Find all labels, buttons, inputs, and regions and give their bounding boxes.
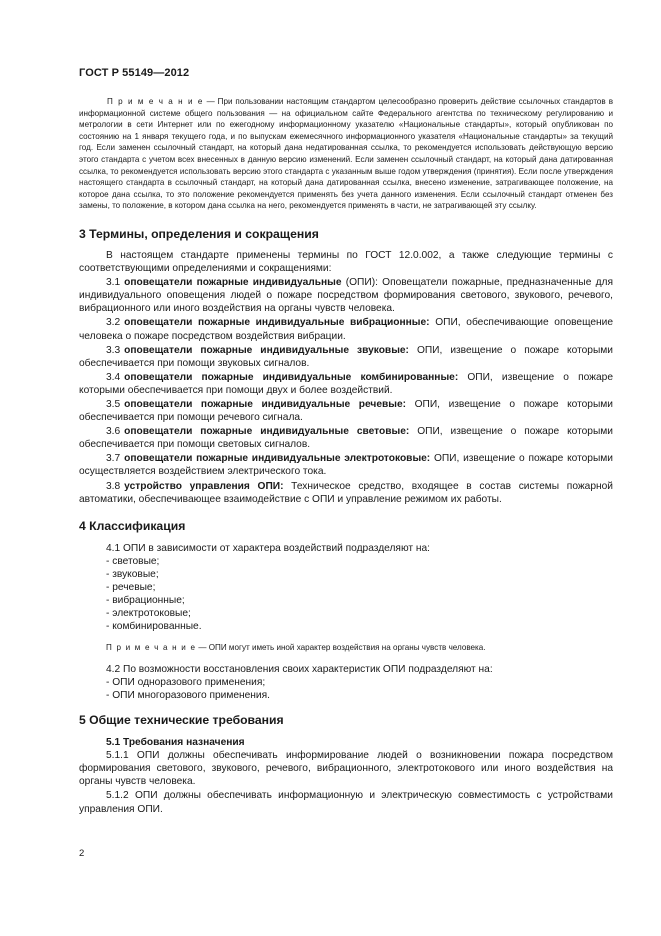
term-definition	[79, 425, 613, 451]
term-name: устройство управления ОПИ:	[124, 480, 284, 492]
term-number: 3.8	[106, 480, 121, 492]
term-definition	[79, 398, 613, 424]
list-item: - звуковые;	[106, 568, 159, 580]
term-text: ОПИ, извещение о пожаре которыми осуществляется воздействием электрического тока.	[79, 453, 613, 478]
list-item: - ОПИ одноразового применения;	[106, 676, 266, 688]
terms-list	[79, 276, 613, 506]
subsection-5-1-heading: 5.1 Требования назначения	[106, 737, 245, 749]
term-number: 3.2	[106, 317, 121, 329]
section-4-heading: 4 Классификация	[79, 518, 186, 533]
list-item: - вибрационные;	[106, 595, 185, 607]
term-definition	[79, 452, 613, 478]
term-text: (ОПИ): Оповещатели пожарные, предназначенные для индивидуального оповещения людей о пожаре посредством формирования светового, звукового, речевого, вибрационного или иного воздействия на органы чувств человека.	[79, 277, 613, 315]
term-name: оповещатели пожарные индивидуальные речевые:	[124, 398, 407, 410]
term-definition	[79, 276, 613, 315]
term-text: Техническое средство, входящее в состав системы пожарной автоматики, обеспечивающее взаимодействие с ОПИ и управление режимом их работы.	[79, 480, 613, 505]
term-name: оповещатели пожарные индивидуальные	[124, 277, 342, 289]
document-header: ГОСТ Р 55149—2012	[79, 67, 190, 79]
reuse-list	[79, 676, 613, 702]
list-item: - ОПИ многоразового применения.	[106, 690, 270, 702]
term-definition	[79, 480, 613, 506]
note-text: — При пользовании настоящим стандартом целесообразно проверить действие ссылочных стандартов в информационной системе общего пользования — на официальном сайте Федерального агентства по техническому регулированию и метрологии в сети Интернет или по ежегодному информационному указателю «Национальные стандарты», который опубликован по состоянию на 1 января текущего года, и по выпускам ежемесячного информационного указателя «Национальные стандарты» за текущий год. Если заменен ссылочный стандарт, на который дана недатированная ссылка, то рекомендуется использовать действующую версию этого стандарта с учетом всех внесенных в данную версию изменений. Если заменен ссылочный стандарт, на который дана датированная ссылка, то рекомендуется использовать версию этого стандарта с указанным выше годом утверждения (принятия). Если после утверждения настоящего стандарта в ссылочный стандарт, на который дана датированная ссылка, внесено изменение, затрагивающее положение, на которое дана ссылка, то это положение рекомендуется применять без учета данного изменения. Если ссылочный стандарт отменен без замены, то положение, в котором дана ссылка на него, рекомендуется применять в части, не затрагивающей эту ссылку.	[79, 97, 613, 211]
term-text: ОПИ, извещение о пожаре которыми обеспечивается при помощи световых сигналов.	[79, 426, 613, 451]
clause-5-1-1: 5.1.1 ОПИ должны обеспечивать информирование людей о возникновении пожара посредством формирования светового, звукового, речевого, вибрационного, электротокового или иного воздействия на органы чувств человека.	[79, 750, 613, 788]
clause-4-2: 4.2 По возможности восстановления своих характеристик ОПИ подразделяют на:	[106, 663, 493, 675]
term-text: ОПИ, обеспечивающие оповещение человека о пожаре посредством воздействия вибрации.	[79, 317, 614, 342]
term-number: 3.4	[106, 371, 121, 383]
term-definition	[79, 316, 613, 342]
list-item: - электротоковые;	[106, 608, 191, 620]
page-content	[79, 96, 613, 817]
term-name: оповещатели пожарные индивидуальные световые:	[124, 426, 410, 438]
term-text: ОПИ, извещение о пожаре которыми обеспечивается при помощи двух и более воздействий.	[79, 371, 613, 396]
term-name: оповещатели пожарные индивидуальные электротоковые:	[124, 453, 431, 465]
clause-5-1-2: 5.1.2 ОПИ должны обеспечивать информационную и электрическую совместимость с устройствами управления ОПИ.	[79, 790, 613, 815]
note-4-text: — ОПИ могут иметь иной характер воздействия на органы чувств человека.	[196, 643, 486, 653]
list-item: - речевые;	[106, 582, 156, 593]
term-number: 3.7	[106, 453, 121, 465]
term-name: оповещатели пожарные индивидуальные звуковые:	[124, 344, 409, 356]
note-4	[79, 642, 613, 654]
clause-4-1: 4.1 ОПИ в зависимости от характера воздействий подразделяют на:	[106, 542, 430, 554]
term-number: 3.5	[106, 398, 121, 410]
term-name: оповещатели пожарные индивидуальные комбинированные:	[124, 371, 459, 383]
note-4-label: П р и м е ч а н и е	[106, 643, 197, 653]
term-number: 3.3	[106, 344, 121, 356]
term-number: 3.1	[106, 277, 121, 289]
term-definition	[79, 371, 613, 397]
note-label: П р и м е ч а н и е	[107, 97, 204, 106]
term-number: 3.6	[106, 426, 121, 438]
section-3-heading: 3 Термины, определения и сокращения	[79, 226, 319, 241]
note-paragraph	[79, 96, 613, 212]
effects-list	[79, 555, 613, 634]
term-definition	[79, 344, 613, 370]
section-3-intro: В настоящем стандарте применены термины по ГОСТ 12.0.002, а также следующие термины с соответствующими определениями и сокращениями:	[79, 249, 613, 275]
term-name: оповещатели пожарные индивидуальные вибрационные:	[124, 317, 430, 329]
term-text: ОПИ, извещение о пожаре которыми обеспечивается при помощи звуковых сигналов.	[79, 344, 613, 369]
page-number: 2	[79, 848, 85, 859]
term-text: ОПИ, извещение о пожаре которыми обеспечивается при помощи речевого сигнала.	[79, 398, 613, 424]
list-item: - комбинированные.	[106, 621, 202, 633]
list-item: - световые;	[106, 555, 160, 567]
section-5-heading: 5 Общие технические требования	[79, 713, 284, 728]
